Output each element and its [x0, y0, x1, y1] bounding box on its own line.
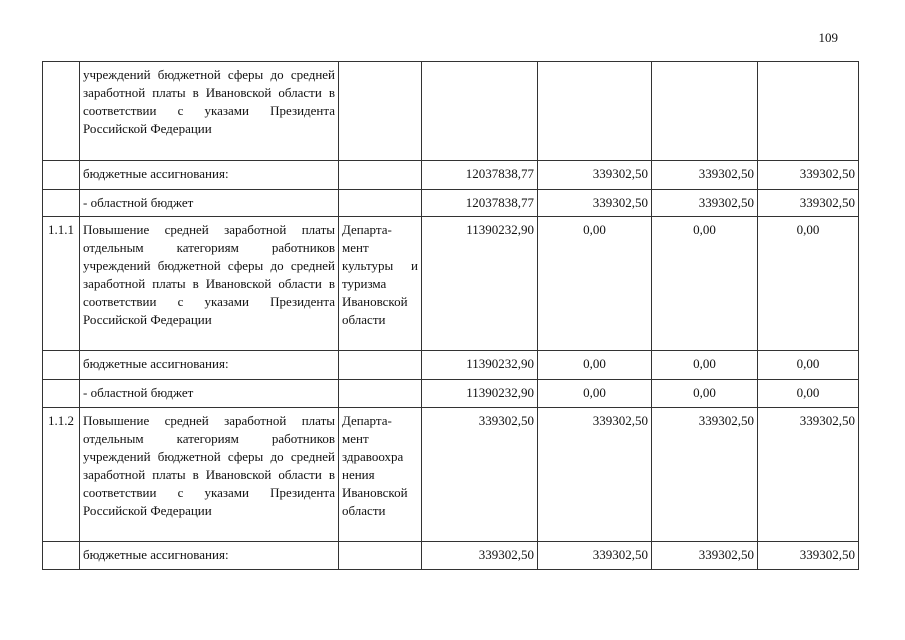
amount-cell [538, 62, 652, 161]
amount-cell: 12037838,77 [422, 190, 538, 217]
amount-cell: 339302,50 [422, 542, 538, 570]
amount-cell: 0,00 [758, 380, 859, 408]
amount-cell: 12037838,77 [422, 161, 538, 190]
description-cell: - областной бюджет [80, 190, 339, 217]
amount-cell: 11390232,90 [422, 217, 538, 351]
executor-cell [339, 380, 422, 408]
amount-cell: 0,00 [758, 351, 859, 380]
executor-cell [339, 161, 422, 190]
amount-cell: 11390232,90 [422, 380, 538, 408]
description-cell: Повышение средней заработной платы отдельным категориям работников учреждений бюджетной сферы до средней заработной платы в Ивановской области в соответствии с указами Президента Российской Федерации [80, 217, 339, 351]
amount-cell: 339302,50 [422, 408, 538, 542]
executor-cell [339, 542, 422, 570]
description-cell: Повышение средней заработной платы отдельным категориям работников учреждений бюджетной сферы до средней заработной платы в Ивановской области в соответствии с указами Президента Российской Федерации [80, 408, 339, 542]
executor-cell: Департа-мент здравоохра нения Ивановской области [339, 408, 422, 542]
amount-cell: 0,00 [538, 351, 652, 380]
amount-cell: 339302,50 [538, 408, 652, 542]
amount-cell: 339302,50 [652, 542, 758, 570]
amount-cell: 339302,50 [652, 408, 758, 542]
amount-cell: 339302,50 [538, 190, 652, 217]
executor-cell [339, 351, 422, 380]
description-cell: учреждений бюджетной сферы до средней заработной платы в Ивановской области в соответствии с указами Президента Российской Федерации [80, 62, 339, 161]
row-number-cell [43, 62, 80, 161]
amount-cell: 339302,50 [758, 161, 859, 190]
description-cell: бюджетные ассигнования: [80, 351, 339, 380]
amount-cell: 0,00 [652, 351, 758, 380]
executor-cell [339, 190, 422, 217]
row-number-cell [43, 380, 80, 408]
amount-cell: 0,00 [652, 217, 758, 351]
executor-cell [339, 62, 422, 161]
amount-cell: 339302,50 [538, 161, 652, 190]
row-number-cell: 1.1.2 [43, 408, 80, 542]
amount-cell [422, 62, 538, 161]
executor-cell: Департа-мент культуры и туризма Ивановской области [339, 217, 422, 351]
row-number-cell [43, 351, 80, 380]
table-row [43, 408, 859, 542]
description-cell: бюджетные ассигнования: [80, 161, 339, 190]
description-cell: - областной бюджет [80, 380, 339, 408]
amount-cell: 0,00 [538, 380, 652, 408]
table-row [43, 217, 859, 351]
budget-table [42, 61, 859, 570]
table-row [43, 190, 859, 217]
amount-cell: 339302,50 [538, 542, 652, 570]
amount-cell: 0,00 [538, 217, 652, 351]
amount-cell: 0,00 [758, 217, 859, 351]
amount-cell: 0,00 [652, 380, 758, 408]
amount-cell [652, 62, 758, 161]
table-row [43, 380, 859, 408]
amount-cell [758, 62, 859, 161]
table-row [43, 62, 859, 161]
row-number-cell [43, 542, 80, 570]
table-row [43, 351, 859, 380]
table-row [43, 161, 859, 190]
amount-cell: 339302,50 [652, 161, 758, 190]
amount-cell: 11390232,90 [422, 351, 538, 380]
row-number-cell [43, 161, 80, 190]
amount-cell: 339302,50 [758, 408, 859, 542]
amount-cell: 339302,50 [652, 190, 758, 217]
row-number-cell [43, 190, 80, 217]
table-row [43, 542, 859, 570]
amount-cell: 339302,50 [758, 542, 859, 570]
page-number: 109 [818, 30, 838, 45]
description-cell: бюджетные ассигнования: [80, 542, 339, 570]
row-number-cell: 1.1.1 [43, 217, 80, 351]
amount-cell: 339302,50 [758, 190, 859, 217]
